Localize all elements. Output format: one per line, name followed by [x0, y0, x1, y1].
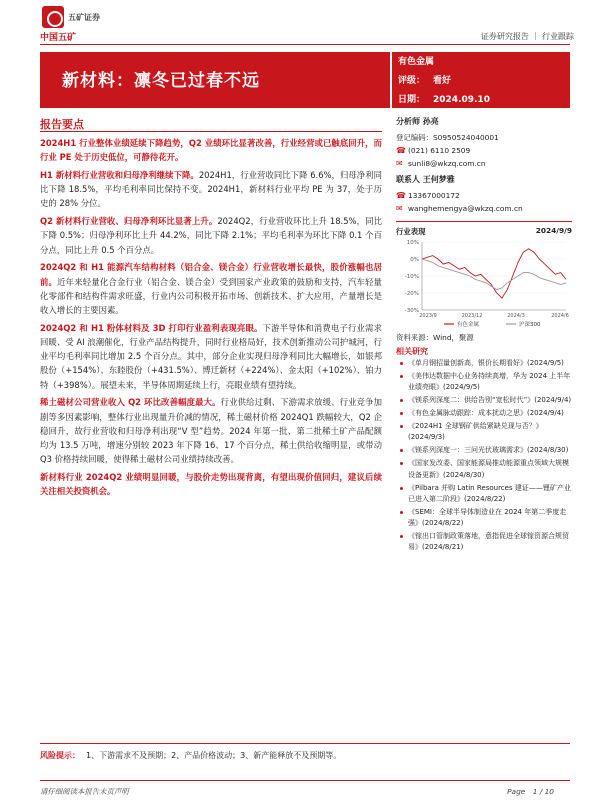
chart-date: 2024/9/9 [535, 226, 572, 235]
chart-y-tick-label: 0% [410, 257, 419, 263]
analyst-email[interactable] [396, 157, 572, 170]
related-item[interactable]: 《2024H1 全球钢矿供给紧缺兑现与否？》(2024/9/3) [396, 421, 572, 443]
sector-label: 有色金属 [398, 57, 435, 67]
summary-paragraph [40, 260, 382, 317]
date-value: 2024.09.10 [433, 95, 490, 105]
chart-legend-label: 沪深300 [519, 322, 541, 328]
paragraph-highlight: 2024Q2 和 H1 能源汽车结构材料（铝合金、镁合金）行业营收增长最快，股价涨幅也居前。 [40, 262, 382, 287]
analyst-name: 分析师 孙亮 [396, 117, 439, 126]
chart-header [396, 226, 572, 238]
phone-icon: ☎ [396, 191, 406, 200]
chart-source: 资料来源：Wind，聚源 [396, 333, 474, 342]
paragraph-text: 行业供给过剩、下游需求放缓、行业竞争加剧等多因素影响，整体行业出现量升价减的情况，稀土磁材价格 2024Q1 跌幅较大，Q2 企稳回升，故行业营收和归母净利出现“V 型”趋势。2024 年第一批、第二批稀土矿产品配额均为 13.5 万吨，增速分别较 2023 年下降 16、17 个百分点，稀土供给收缩明显，或带动 Q3 价格持续回暖，使得稀土磁材公司业绩持续改善。 [40, 397, 382, 465]
summary-paragraph [40, 214, 382, 257]
chart-y-tick-label: -20% [404, 291, 419, 297]
chart-y-tick-label: 10% [406, 240, 419, 246]
chart-series-line [422, 249, 566, 298]
summary-paragraph [40, 395, 382, 466]
chart-x-tick-label: 2023/9 [419, 313, 437, 319]
company-logo-icon [42, 6, 64, 28]
date-row [398, 92, 490, 105]
email-icon: ✉ [396, 159, 403, 168]
analyst-phone-value: (021) 6110 2509 [408, 146, 471, 155]
paragraph-highlight: 稀土磁材公司营业收入 Q2 环比改善幅度最大。 [40, 397, 221, 408]
rating-banner [392, 52, 570, 108]
paragraph-text: 下游半导体和消费电子行业需求回暖、受 AI 浪潮催化，行业产品结构提升，同时行业格局好，技术创新推动公司护城河，行业平均毛利率同比增加 2.5 个百分点。其中，部分企业实现归母净利同比大幅增长，如银邦股份（+154%）、东睦股份（+431.5%）、博迁新材（+224%）、金太阳（+102%）、铂力特（+398%）。展望未来，半导体周期延续上行，亮眼业绩有望持续。 [40, 322, 382, 390]
footer-disclaimer: 请仔细阅读本报告末页声明 [40, 787, 129, 796]
title-banner [40, 52, 390, 108]
email-icon: ✉ [396, 204, 403, 213]
contact-email-value[interactable]: wanghemengya@wkzq.com.cn [408, 204, 523, 213]
chart-x-tick-label: 2023/12 [461, 313, 483, 319]
related-list [396, 358, 572, 553]
page-header [0, 0, 600, 48]
related-item[interactable]: 《镁系列深度一：三问光伏玻璃需求》(2024/8/30) [396, 445, 572, 456]
chart-divider [396, 221, 572, 222]
paragraph-text: 2024Q2，行业营收环比上升 18.5%，同比下降 0.5%；归母净利环比上升 44.2%，同比下降 2.1%；平均毛利率为环比下降 0.1 个百分点，同比上升 0.5 个百分点。 [40, 216, 382, 255]
risk-label: 风险提示： [40, 751, 80, 760]
summary-body [40, 136, 382, 502]
page-number: Page 1 / 10 [507, 787, 554, 796]
related-item[interactable]: 《镓出口管制政策落地，意指促进全球镓资源合规贸易》(2024/8/21) [396, 531, 572, 553]
paragraph-highlight: H1 新材料行业营收和归母净利继续下降。 [40, 170, 199, 180]
logo-text: 中国五矿 [40, 33, 77, 43]
summary-paragraph [40, 136, 382, 164]
chart-x-tick-label: 2024/6 [551, 313, 569, 319]
paragraph-highlight: Q2 新材料行业营收、归母净利环比显著上升。 [40, 216, 218, 227]
phone-icon: ☎ [396, 146, 406, 155]
chart-y-tick-label: -30% [404, 308, 419, 314]
paragraph-highlight: 2024H1 行业整体业绩延续下降趋势，Q2 业绩环比显著改善，行业经营或已触底回升，而行业 PE 处于历史低位，可静待花开。 [40, 138, 382, 163]
related-item[interactable]: 《SEMI：全球半导体制造业在 2024 年第二季度走强》(2024/8/22) [396, 507, 572, 529]
risk-divider [40, 743, 570, 744]
paragraph-highlight: 2024Q2 和 H1 粉体材料及 3D 打印行业盈利表现亮眼。 [40, 322, 263, 333]
related-item[interactable]: 《单月钢招量创新高，银价长期看好》(2024/9/5) [396, 358, 572, 369]
rating-label: 评级： [398, 76, 426, 86]
contact-phone-value: 13367000172 [408, 191, 460, 200]
sidebar [396, 116, 572, 555]
related-item[interactable]: 《国家发改委、国家能源局推动能源重点领域大规模设备更新》(2024/8/30) [396, 458, 572, 480]
related-item[interactable]: 《美伟达数据中心业务持续高增，华为 2024 上半年业绩亮眼》(2024/9/5) [396, 371, 572, 393]
paragraph-text: 2024H1，行业营收同比下降 6.6%，归母净利同比下降 18.5%，平均毛利率同比保持不变。2024H1，新材料行业平均 PE 为 37，处于历史的 28% 分位。 [40, 170, 382, 209]
chart-legend-label: 有色金属 [457, 322, 480, 328]
summary-paragraph [40, 321, 382, 392]
chart-x-tick-label: 2024/3 [507, 313, 525, 319]
contact-name: 联系人 王何梦雅 [396, 175, 455, 184]
rating-row [398, 73, 451, 86]
report-type: 证券研究报告 ｜ 行业跟踪 [480, 32, 574, 41]
contact-email[interactable] [396, 202, 572, 215]
analyst-cert: 登记编码：S0950524040001 [396, 133, 499, 142]
rating-value: 看好 [433, 76, 452, 86]
summary-divider [40, 131, 382, 132]
summary-paragraph [40, 470, 382, 498]
related-title: 相关研究 [396, 347, 428, 356]
paragraph-text: 近年来轻量化合金行业（铝合金、镁合金）受到国家产业政策的鼓励和支持，汽车轻量化零部件和结构件需求旺盛，行业内公司积极开拓市场、创新技术、扩大应用，产量增长是收入增长的主要因素。 [40, 276, 382, 316]
industry-performance-chart [396, 238, 572, 330]
date-label: 日期： [398, 95, 426, 105]
header-divider [40, 44, 570, 45]
summary-title: 报告要点 [40, 118, 84, 131]
chart-y-tick-label: -10% [404, 274, 419, 280]
related-item[interactable]: 《镁系列深度二：供给告别“宽松时代”》(2024/9/4) [396, 395, 572, 406]
analyst-phone [396, 144, 572, 157]
contact-phone [396, 189, 572, 202]
related-item[interactable]: 《有色金属脉动跟踪：成本扰动之思》(2024/9/4) [396, 408, 572, 419]
risk-text: 1、下游需求不及预期；2、产品价格波动；3、新产能释放不及预期等。 [86, 751, 342, 760]
risk-warning [40, 750, 341, 761]
paragraph-highlight: 新材料行业 2024Q2 业绩明显回暖，与股价走势出现背离，有望出现价值回归，建议后续关注相关投资机会。 [40, 472, 382, 497]
footer-divider [40, 780, 570, 781]
logo-subtitle: 五矿证券 [68, 13, 100, 22]
related-item[interactable]: 《Pilbara 并购 Latin Resources 建证——锂矿产业已进入第二阶段》(2024/8/22) [396, 483, 572, 505]
analyst-email-value[interactable]: sunli8@wkzq.com.cn [408, 159, 486, 168]
report-title: 新材料：凛冬已过春不远 [62, 71, 260, 91]
summary-paragraph [40, 168, 382, 211]
chart-title: 行业表现 [396, 227, 426, 236]
